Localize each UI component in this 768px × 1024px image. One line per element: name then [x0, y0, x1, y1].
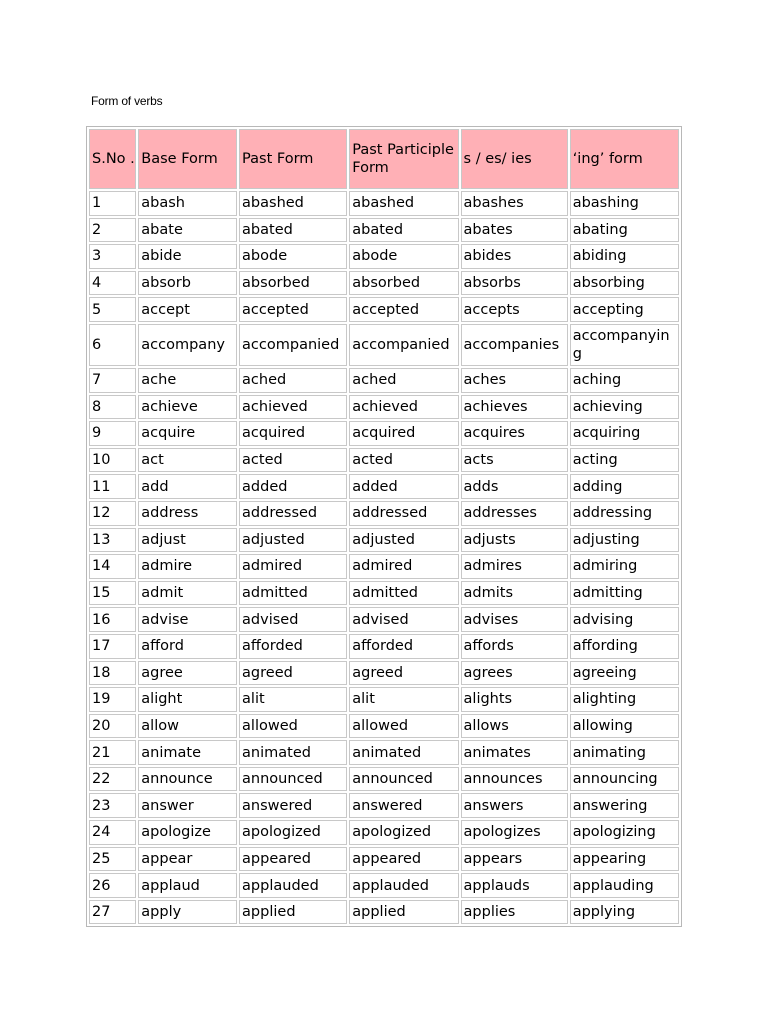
s-es-ies-cell: admits [461, 581, 568, 606]
past-participle-cell: abode [349, 244, 458, 269]
base-form-cell: abash [138, 191, 237, 216]
table-row [89, 581, 679, 606]
table-row [89, 900, 679, 925]
serial-number-cell: 7 [89, 368, 136, 393]
past-participle-cell: abashed [349, 191, 458, 216]
serial-number-cell: 27 [89, 900, 136, 925]
past-form-cell: accompanied [239, 324, 347, 366]
base-form-cell: applaud [138, 873, 237, 898]
serial-number-cell: 25 [89, 847, 136, 872]
base-form-cell: answer [138, 793, 237, 818]
serial-number-cell: 2 [89, 218, 136, 243]
serial-number-cell: 14 [89, 554, 136, 579]
past-participle-cell: applauded [349, 873, 458, 898]
s-es-ies-cell: advises [461, 607, 568, 632]
ing-form-cell: allowing [570, 714, 679, 739]
past-form-cell: acted [239, 448, 347, 473]
past-form-cell: applauded [239, 873, 347, 898]
past-participle-cell: acquired [349, 421, 458, 446]
past-participle-cell: acted [349, 448, 458, 473]
past-participle-cell: apologized [349, 820, 458, 845]
s-es-ies-cell: admires [461, 554, 568, 579]
table-row [89, 687, 679, 712]
serial-number-cell: 20 [89, 714, 136, 739]
past-form-cell: agreed [239, 661, 347, 686]
ing-form-cell: alighting [570, 687, 679, 712]
s-es-ies-cell: agrees [461, 661, 568, 686]
ing-form-cell: announcing [570, 767, 679, 792]
serial-number-cell: 23 [89, 793, 136, 818]
table-row [89, 324, 679, 366]
ing-form-cell: apologizing [570, 820, 679, 845]
s-es-ies-cell: addresses [461, 501, 568, 526]
past-participle-cell: applied [349, 900, 458, 925]
ing-form-cell: applauding [570, 873, 679, 898]
ing-form-cell: answering [570, 793, 679, 818]
past-form-cell: acquired [239, 421, 347, 446]
base-form-cell: admit [138, 581, 237, 606]
header-ing-form: ‘ing’ form [570, 129, 679, 189]
s-es-ies-cell: aches [461, 368, 568, 393]
past-form-cell: answered [239, 793, 347, 818]
table-row [89, 607, 679, 632]
past-participle-cell: answered [349, 793, 458, 818]
s-es-ies-cell: adds [461, 474, 568, 499]
serial-number-cell: 16 [89, 607, 136, 632]
serial-number-cell: 18 [89, 661, 136, 686]
base-form-cell: apply [138, 900, 237, 925]
table-body [89, 191, 679, 924]
base-form-cell: accompany [138, 324, 237, 366]
serial-number-cell: 12 [89, 501, 136, 526]
table-row [89, 740, 679, 765]
past-participle-cell: appeared [349, 847, 458, 872]
past-participle-cell: admitted [349, 581, 458, 606]
table-row [89, 661, 679, 686]
ing-form-cell: advising [570, 607, 679, 632]
past-form-cell: animated [239, 740, 347, 765]
past-form-cell: abashed [239, 191, 347, 216]
s-es-ies-cell: affords [461, 634, 568, 659]
table-row [89, 297, 679, 322]
table-row [89, 820, 679, 845]
header-s-es-ies: s / es/ ies [461, 129, 568, 189]
base-form-cell: agree [138, 661, 237, 686]
ing-form-cell: applying [570, 900, 679, 925]
base-form-cell: apologize [138, 820, 237, 845]
base-form-cell: abide [138, 244, 237, 269]
s-es-ies-cell: abides [461, 244, 568, 269]
past-participle-cell: ached [349, 368, 458, 393]
past-form-cell: applied [239, 900, 347, 925]
ing-form-cell: admiring [570, 554, 679, 579]
past-participle-cell: added [349, 474, 458, 499]
s-es-ies-cell: absorbs [461, 271, 568, 296]
ing-form-cell: agreeing [570, 661, 679, 686]
serial-number-cell: 13 [89, 528, 136, 553]
past-form-cell: admired [239, 554, 347, 579]
past-participle-cell: agreed [349, 661, 458, 686]
past-participle-cell: abated [349, 218, 458, 243]
table-row [89, 714, 679, 739]
ing-form-cell: adding [570, 474, 679, 499]
s-es-ies-cell: abashes [461, 191, 568, 216]
base-form-cell: ache [138, 368, 237, 393]
past-participle-cell: adjusted [349, 528, 458, 553]
serial-number-cell: 3 [89, 244, 136, 269]
s-es-ies-cell: acquires [461, 421, 568, 446]
serial-number-cell: 4 [89, 271, 136, 296]
ing-form-cell: affording [570, 634, 679, 659]
ing-form-cell: acquiring [570, 421, 679, 446]
s-es-ies-cell: accompanies [461, 324, 568, 366]
past-participle-cell: afforded [349, 634, 458, 659]
past-form-cell: ached [239, 368, 347, 393]
table-row [89, 873, 679, 898]
past-form-cell: added [239, 474, 347, 499]
serial-number-cell: 19 [89, 687, 136, 712]
s-es-ies-cell: accepts [461, 297, 568, 322]
s-es-ies-cell: appears [461, 847, 568, 872]
ing-form-cell: abating [570, 218, 679, 243]
ing-form-cell: animating [570, 740, 679, 765]
s-es-ies-cell: apologizes [461, 820, 568, 845]
past-participle-cell: accompanied [349, 324, 458, 366]
header-base-form: Base Form [138, 129, 237, 189]
serial-number-cell: 10 [89, 448, 136, 473]
ing-form-cell: admitting [570, 581, 679, 606]
table-row [89, 767, 679, 792]
base-form-cell: acquire [138, 421, 237, 446]
ing-form-cell: appearing [570, 847, 679, 872]
serial-number-cell: 8 [89, 395, 136, 420]
serial-number-cell: 21 [89, 740, 136, 765]
base-form-cell: add [138, 474, 237, 499]
base-form-cell: achieve [138, 395, 237, 420]
ing-form-cell: aching [570, 368, 679, 393]
past-form-cell: adjusted [239, 528, 347, 553]
past-participle-cell: achieved [349, 395, 458, 420]
serial-number-cell: 6 [89, 324, 136, 366]
past-form-cell: advised [239, 607, 347, 632]
table-row [89, 847, 679, 872]
table-row [89, 421, 679, 446]
base-form-cell: adjust [138, 528, 237, 553]
past-participle-cell: announced [349, 767, 458, 792]
ing-form-cell: abashing [570, 191, 679, 216]
ing-form-cell: acting [570, 448, 679, 473]
serial-number-cell: 1 [89, 191, 136, 216]
past-form-cell: afforded [239, 634, 347, 659]
base-form-cell: appear [138, 847, 237, 872]
ing-form-cell: absorbing [570, 271, 679, 296]
base-form-cell: abate [138, 218, 237, 243]
past-form-cell: achieved [239, 395, 347, 420]
table-row [89, 501, 679, 526]
base-form-cell: accept [138, 297, 237, 322]
table-row [89, 191, 679, 216]
serial-number-cell: 5 [89, 297, 136, 322]
base-form-cell: announce [138, 767, 237, 792]
ing-form-cell: achieving [570, 395, 679, 420]
base-form-cell: advise [138, 607, 237, 632]
past-participle-cell: alit [349, 687, 458, 712]
s-es-ies-cell: abates [461, 218, 568, 243]
past-participle-cell: admired [349, 554, 458, 579]
table-row [89, 395, 679, 420]
base-form-cell: admire [138, 554, 237, 579]
past-participle-cell: allowed [349, 714, 458, 739]
table-row [89, 368, 679, 393]
s-es-ies-cell: animates [461, 740, 568, 765]
header-row [89, 129, 679, 189]
s-es-ies-cell: alights [461, 687, 568, 712]
serial-number-cell: 15 [89, 581, 136, 606]
table-row [89, 448, 679, 473]
past-form-cell: accepted [239, 297, 347, 322]
header-past-participle-form: Past Participle Form [349, 129, 458, 189]
past-form-cell: allowed [239, 714, 347, 739]
ing-form-cell: adjusting [570, 528, 679, 553]
past-form-cell: apologized [239, 820, 347, 845]
table-row [89, 634, 679, 659]
past-form-cell: abated [239, 218, 347, 243]
past-participle-cell: absorbed [349, 271, 458, 296]
past-form-cell: abode [239, 244, 347, 269]
past-participle-cell: addressed [349, 501, 458, 526]
table-row [89, 474, 679, 499]
table-row [89, 271, 679, 296]
past-participle-cell: accepted [349, 297, 458, 322]
ing-form-cell: accompanying [570, 324, 679, 366]
table-row [89, 793, 679, 818]
past-participle-cell: advised [349, 607, 458, 632]
verb-forms-table [86, 126, 682, 927]
base-form-cell: animate [138, 740, 237, 765]
past-participle-cell: animated [349, 740, 458, 765]
table-row [89, 528, 679, 553]
s-es-ies-cell: answers [461, 793, 568, 818]
serial-number-cell: 9 [89, 421, 136, 446]
past-form-cell: announced [239, 767, 347, 792]
table-header [89, 129, 679, 189]
s-es-ies-cell: announces [461, 767, 568, 792]
table-row [89, 244, 679, 269]
past-form-cell: appeared [239, 847, 347, 872]
header-past-form: Past Form [239, 129, 347, 189]
s-es-ies-cell: applauds [461, 873, 568, 898]
base-form-cell: act [138, 448, 237, 473]
ing-form-cell: addressing [570, 501, 679, 526]
past-form-cell: absorbed [239, 271, 347, 296]
header-serial-number: S.No . [89, 129, 136, 189]
serial-number-cell: 26 [89, 873, 136, 898]
past-form-cell: alit [239, 687, 347, 712]
s-es-ies-cell: acts [461, 448, 568, 473]
base-form-cell: allow [138, 714, 237, 739]
serial-number-cell: 17 [89, 634, 136, 659]
base-form-cell: absorb [138, 271, 237, 296]
s-es-ies-cell: applies [461, 900, 568, 925]
past-form-cell: admitted [239, 581, 347, 606]
document-title: Form of verbs [91, 94, 163, 108]
serial-number-cell: 11 [89, 474, 136, 499]
past-form-cell: addressed [239, 501, 347, 526]
s-es-ies-cell: adjusts [461, 528, 568, 553]
base-form-cell: afford [138, 634, 237, 659]
ing-form-cell: abiding [570, 244, 679, 269]
ing-form-cell: accepting [570, 297, 679, 322]
table-row [89, 554, 679, 579]
table-row [89, 218, 679, 243]
base-form-cell: address [138, 501, 237, 526]
serial-number-cell: 22 [89, 767, 136, 792]
s-es-ies-cell: achieves [461, 395, 568, 420]
s-es-ies-cell: allows [461, 714, 568, 739]
base-form-cell: alight [138, 687, 237, 712]
serial-number-cell: 24 [89, 820, 136, 845]
